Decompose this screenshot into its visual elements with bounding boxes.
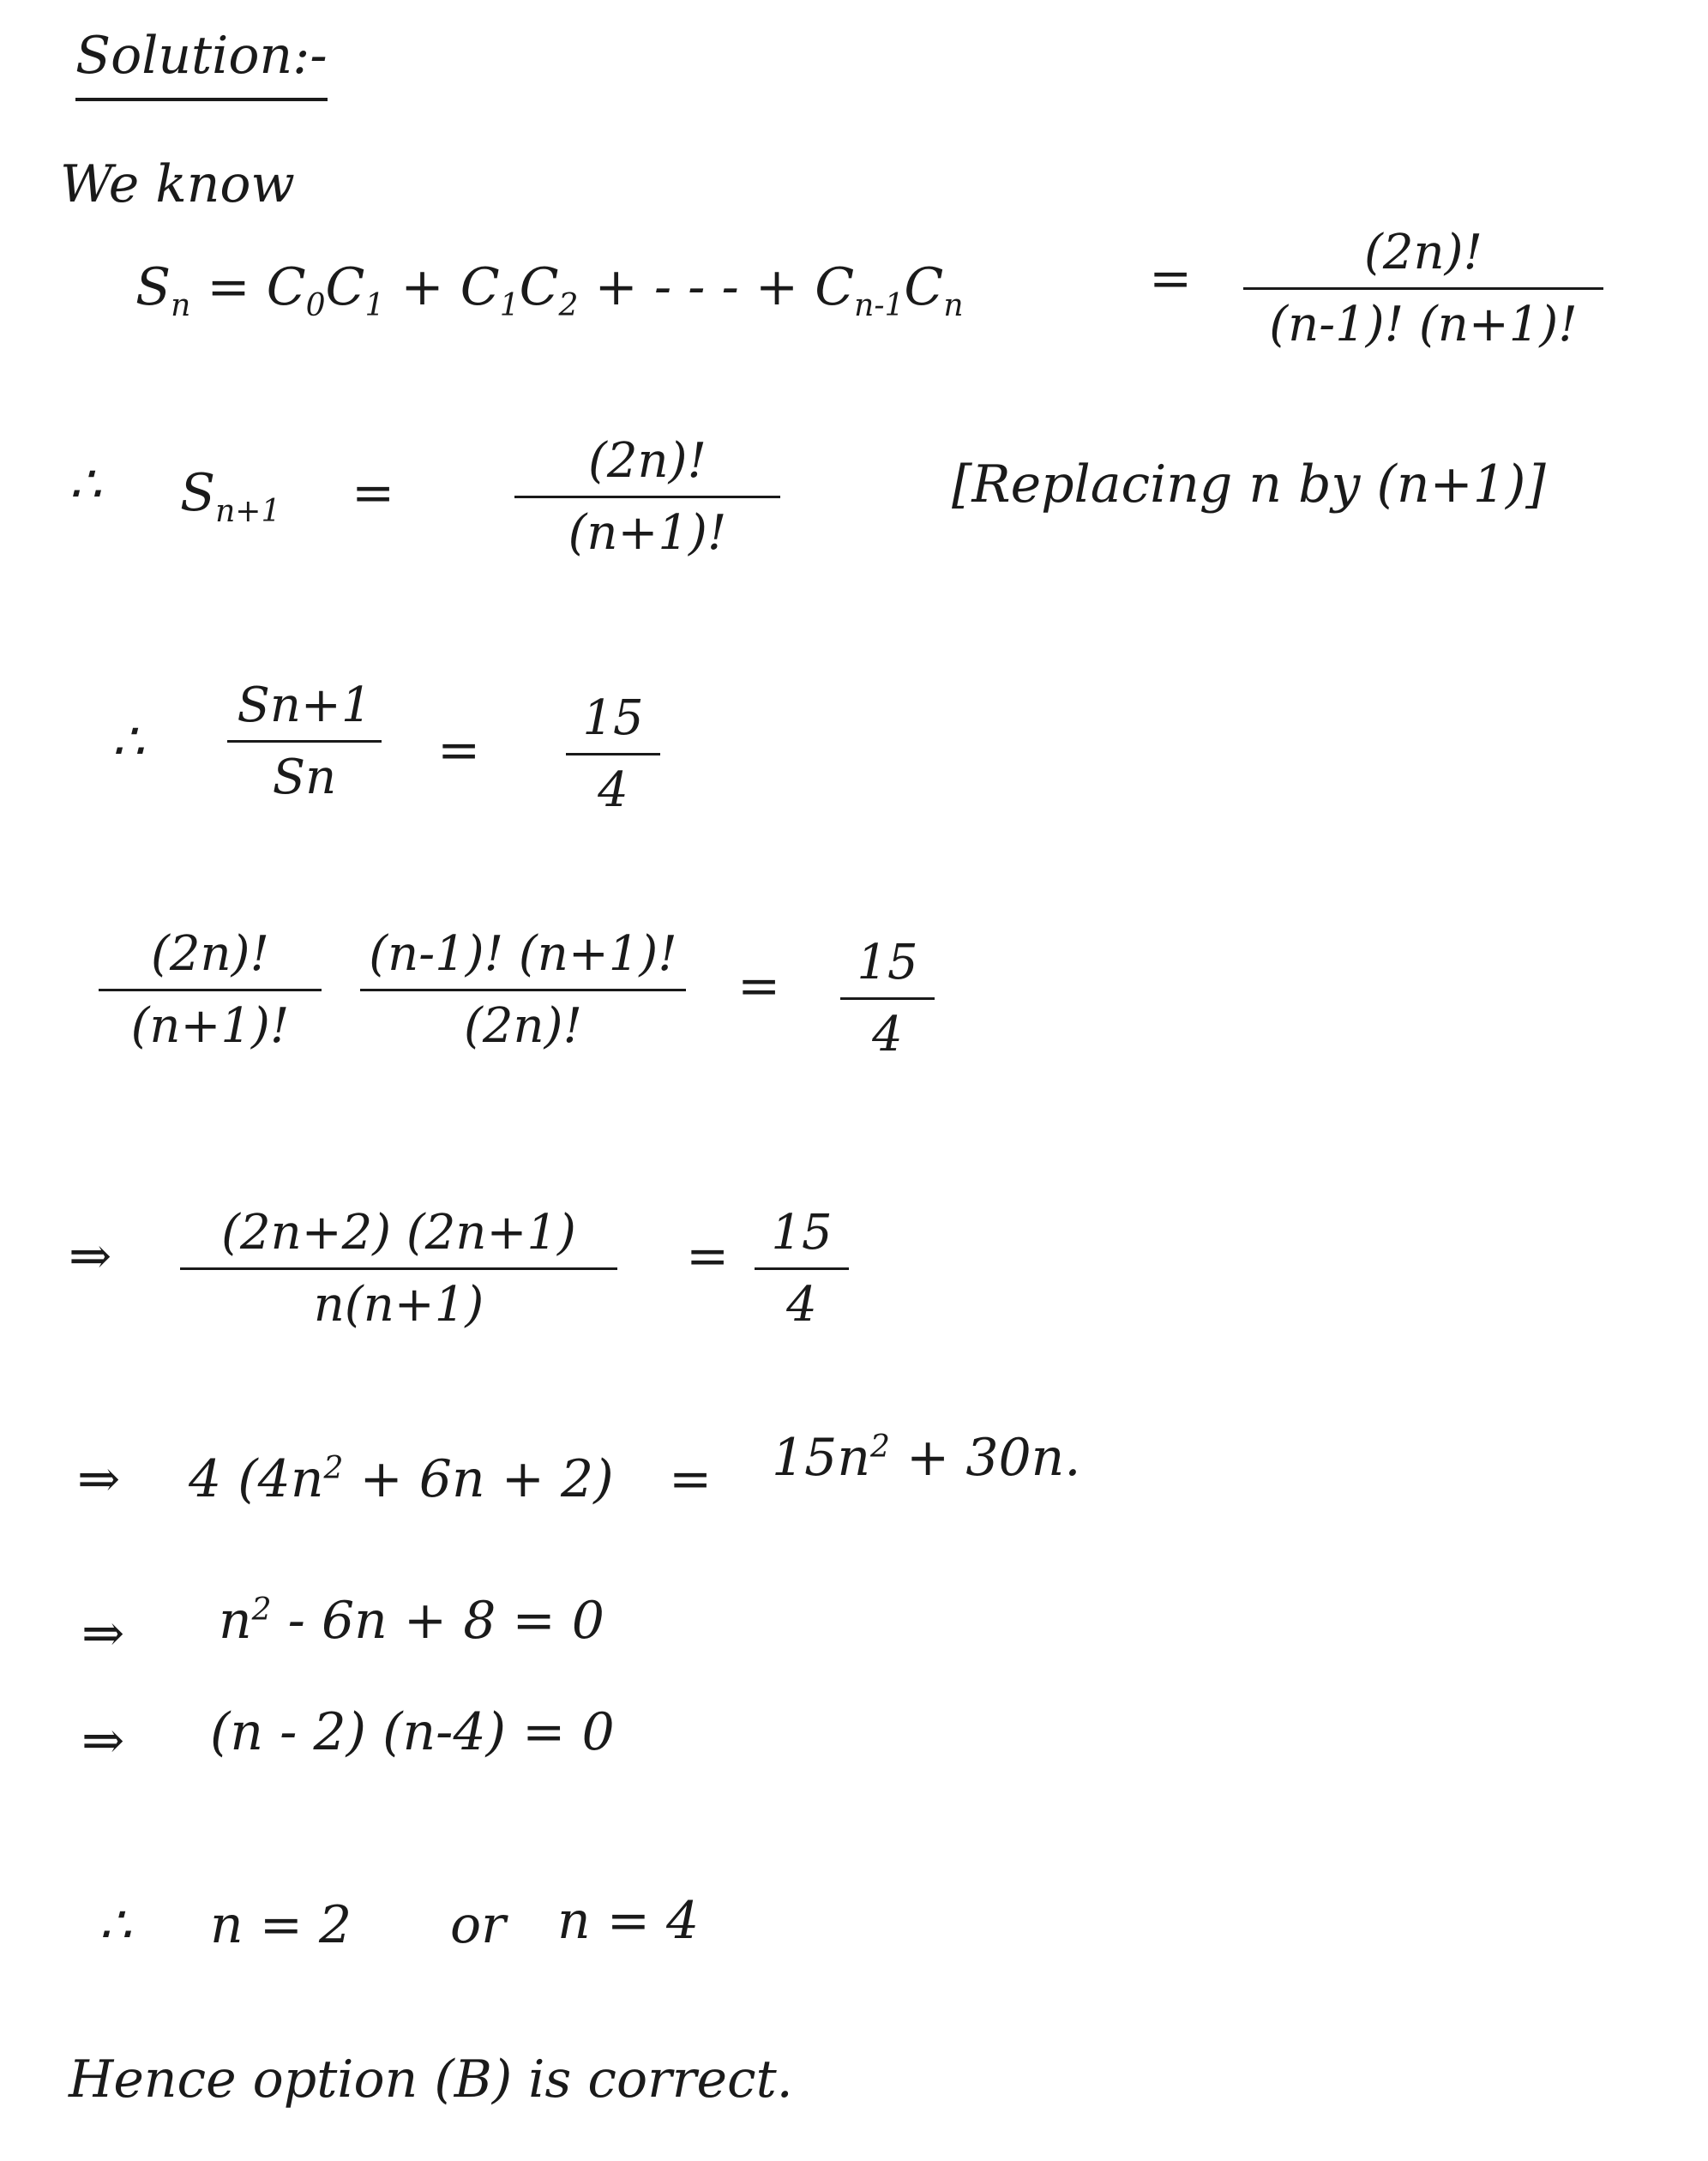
eq9-therefore: ∴: [99, 1895, 132, 1955]
eq3-lhs-fraction: [227, 677, 382, 805]
eq5-denominator: n(n+1): [313, 1277, 484, 1333]
intro-text: We know: [60, 154, 295, 214]
eq3-numerator: Sn+1: [237, 677, 372, 733]
solution-title: Solution:-: [75, 26, 328, 101]
eq3-equals: =: [437, 720, 481, 780]
eq1-equals: =: [1149, 249, 1193, 309]
eq2-lhs: $S_{n+1}$: [180, 463, 281, 529]
eq8-factored: (n - 2) (n-4) = 0: [210, 1702, 615, 1762]
eq2-therefore: ∴: [69, 454, 102, 515]
eq1-series: $S_n = C_0C_1 + C_1C_2$ + - - - + $C_{n-1}C_n$: [135, 257, 964, 323]
eq3-therefore: ∴: [111, 712, 145, 772]
eq7-quadratic: $n^2 - 6n + 8 = 0$: [219, 1591, 604, 1651]
eq3-rhs-numerator: 15: [582, 690, 644, 746]
eq2-numerator: (2n)!: [588, 433, 707, 489]
eq2-note: [Replacing n by (n+1)]: [952, 454, 1546, 515]
eq1-fraction: [1243, 225, 1603, 352]
eq4-rhs-fraction: [840, 935, 935, 1062]
eq2-equals: =: [352, 463, 395, 523]
eq4-fraction-1: [99, 926, 322, 1054]
eq4-f2-numerator: (n-1)! (n+1)!: [369, 926, 677, 982]
eq5-implies-arrow: ⇒: [69, 1226, 112, 1286]
eq9-or: or: [450, 1895, 506, 1955]
eq4-equals: =: [737, 956, 781, 1016]
eq3-denominator: Sn: [272, 749, 337, 805]
eq5-rhs-numerator: 15: [771, 1205, 833, 1261]
eq5-rhs-denominator: 4: [786, 1277, 817, 1333]
eq4-f1-numerator: (2n)!: [151, 926, 269, 982]
eq6-equals: =: [669, 1449, 713, 1509]
eq7-implies-arrow: ⇒: [81, 1604, 125, 1664]
eq4-fraction-2: [360, 926, 686, 1054]
eq5-numerator: (2n+2) (2n+1): [221, 1205, 576, 1261]
eq1-numerator: (2n)!: [1364, 225, 1482, 280]
eq6-rhs: $15n^2 + 30n$.: [772, 1428, 1081, 1488]
eq2-fraction: [514, 433, 780, 561]
eq8-implies-arrow: ⇒: [81, 1711, 125, 1771]
eq9-root-2: n = 4: [557, 1891, 700, 1951]
eq4-f1-denominator: (n+1)!: [130, 998, 290, 1054]
eq2-denominator: (n+1)!: [568, 505, 727, 561]
eq6-lhs: 4 $(4n^2 + 6n + 2)$: [189, 1449, 614, 1509]
eq3-rhs-denominator: 4: [598, 762, 628, 818]
conclusion-text: Hence option (B) is correct.: [69, 2050, 793, 2110]
eq1-denominator: (n-1)! (n+1)!: [1269, 297, 1578, 352]
eq5-rhs-fraction: [755, 1205, 849, 1333]
eq4-rhs-numerator: 15: [857, 935, 918, 990]
eq4-f2-denominator: (2n)!: [464, 998, 582, 1054]
eq3-rhs-fraction: [566, 690, 660, 818]
eq5-fraction: [180, 1205, 617, 1333]
eq5-equals: =: [686, 1226, 730, 1286]
eq6-implies-arrow: ⇒: [77, 1449, 121, 1509]
eq9-root-1: n = 2: [210, 1895, 352, 1955]
eq4-rhs-denominator: 4: [872, 1007, 903, 1062]
